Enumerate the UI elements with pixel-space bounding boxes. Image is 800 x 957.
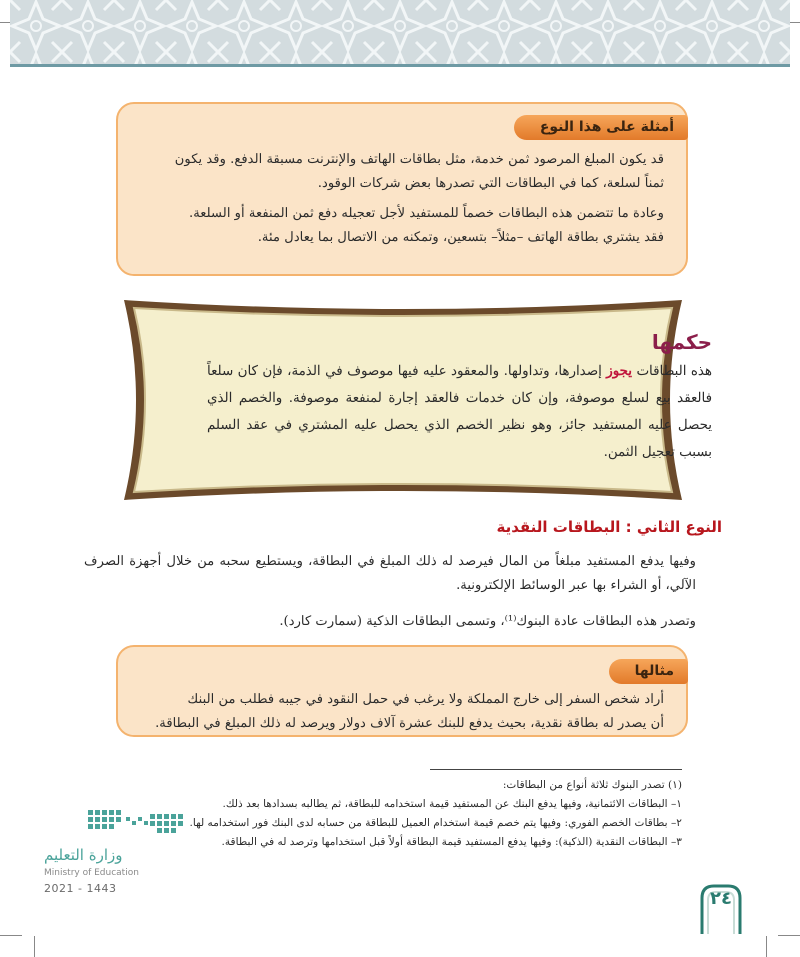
crop-mark — [0, 935, 22, 936]
examples-text — [144, 148, 664, 250]
ministry-dots-icon — [44, 808, 194, 844]
crop-mark — [778, 935, 800, 936]
type2-paragraph-2: وتصدر هذه البطاقات عادة البنوك⁽¹⁾، وتسمى البطاقات الذكية (سمارت كارد). — [279, 614, 696, 629]
examples-line: قد يكون المبلغ المرصود ثمن خدمة، مثل بطاقات الهاتف والإنترنت مسبقة الدفع. وقد يكون — [174, 152, 664, 167]
footnote-line: (١) تصدر البنوك ثلاثة أنواع من البطاقات: — [502, 779, 682, 791]
examples-line: فقد يشتري بطاقة الهاتف –مثلاً– بتسعين، وتمكنه من الاتصال بما يعادل مئة. — [257, 230, 664, 245]
crop-mark — [34, 936, 35, 957]
footnote-line: ٣– البطاقات النقدية (الذكية): وفيها يدفع المستفيد قيمة البطاقة أولاً قبل استخدامها وترصد له في البطاقة. — [221, 836, 682, 848]
example2-line: أراد شخص السفر إلى خارج المملكة ولا يرغب في حمل النقود في جيبه فطلب من البنك — [187, 692, 664, 707]
example2-text — [124, 688, 664, 736]
edition-year: 2021 - 1443 — [44, 882, 117, 895]
footnote-line: ٢– بطاقات الخصم الفوري: وفيها يتم خصم قيمة استخدام العميل للبطاقة من حسابه لدى البنك فور استخدامه لها. — [189, 817, 682, 829]
ministry-name-english: Ministry of Education — [44, 868, 139, 878]
page-number: ٢٤ — [710, 888, 732, 909]
examples-label: أمثلة على هذا النوع — [514, 115, 688, 140]
ruling-highlight: يجوز — [606, 363, 632, 379]
ruling-text — [207, 358, 712, 466]
type2-paragraph-1: وفيها يدفع المستفيد مبلغاً من المال فيرصد له ذلك المبلغ في البطاقة، ويستطيع سحبه من خلال أجهزة الصرف الآلي، أو الشراء بها عبر الوسائط الإلكترونية. — [84, 554, 696, 593]
examples-line: وعادة ما تتضمن هذه البطاقات خصماً للمستفيد لأجل تعجيله دفع ثمن المنفعة أو السلعة. — [189, 206, 664, 221]
example2-line: أن يصدر له بطاقة نقدية، بحيث يدفع للبنك عشرة آلاف دولار ويرصد له ذلك المبلغ في البطاقة. — [155, 716, 664, 731]
ministry-name-arabic: وزارة التعليم — [44, 846, 123, 864]
page-number-badge — [698, 882, 744, 936]
decorative-header-band — [10, 0, 790, 67]
crop-mark — [766, 936, 767, 957]
geometric-pattern-icon — [10, 0, 790, 64]
ruling-title: حكمها — [651, 330, 712, 354]
section-title-type2: النوع الثاني : البطاقات النقدية — [496, 518, 722, 536]
examples-line: ثمناً لسلعة، كما في البطاقات التي تصدرها بعض شركات الوقود. — [317, 176, 664, 191]
example2-label: مثالها — [609, 659, 688, 684]
footnote-line: ١– البطاقات الائتمانية، وفيها يدفع البنك عن المستفيد قيمة استخدامه للبطاقة، ثم يطالبه بسدادها بعد ذلك. — [222, 798, 682, 810]
ruling-text-start: هذه البطاقات — [632, 364, 712, 379]
ruling-text-end: إصدارها، وتداولها. والمعقود عليه فيها موصوف في الذمة، فإن كان سلعاً فالعقد بيع لسلع موصوفة، وإن كان خدمات فالعقد إجارة لمنفعة موصوفة. والخصم الذي يحصل عليه المستفيد جائز، وهو نظير الخصم الذي يحصل عليه المشتري في عقد السلم بسبب تعجيل الثمن. — [207, 364, 712, 460]
ministry-logo — [44, 808, 204, 918]
footnote-divider — [430, 769, 682, 770]
